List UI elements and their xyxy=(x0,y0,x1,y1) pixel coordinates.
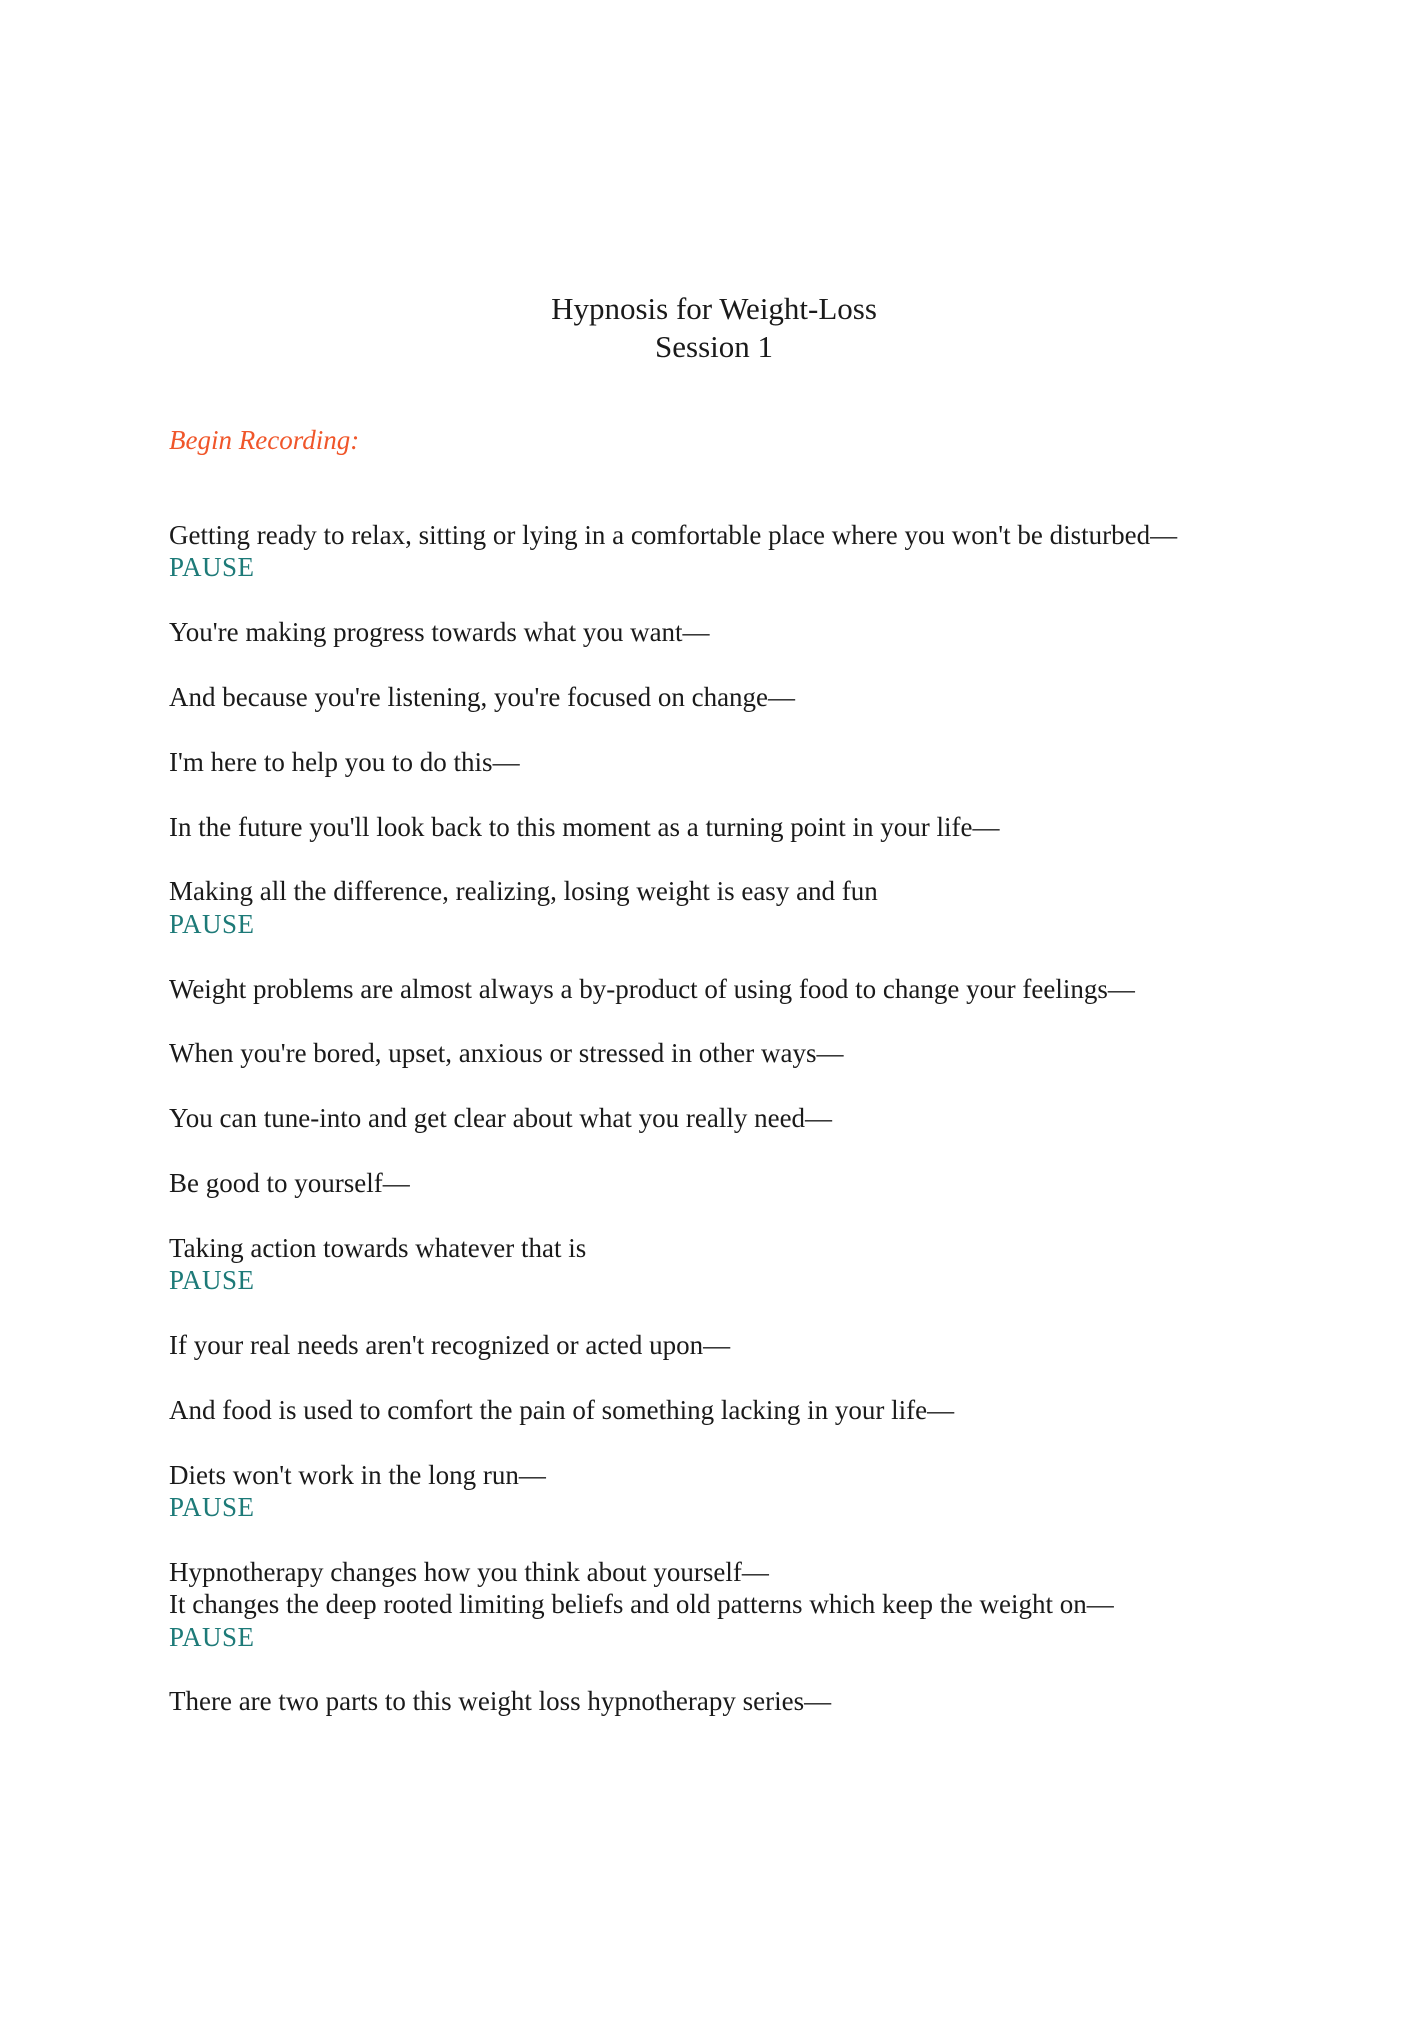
document-title: Hypnosis for Weight-Loss xyxy=(551,291,877,326)
script-paragraph xyxy=(169,616,1309,648)
begin-recording-label: Begin Recording: xyxy=(169,425,360,455)
pause-marker: PAUSE xyxy=(169,1265,255,1296)
script-line: I'm here to help you to do this— xyxy=(169,746,520,777)
script-paragraph xyxy=(169,681,1309,713)
script-paragraph xyxy=(169,1556,1309,1653)
pause-marker: PAUSE xyxy=(169,552,255,583)
script-line: If your real needs aren't recognized or acted upon— xyxy=(169,1329,731,1360)
script-paragraph xyxy=(169,1167,1309,1199)
script-line: Hypnotherapy changes how you think about yourself— xyxy=(169,1556,769,1587)
script-paragraph xyxy=(169,519,1309,584)
script-line: Taking action towards whatever that is xyxy=(169,1232,587,1263)
document-subtitle: Session 1 xyxy=(655,329,773,364)
script-paragraph xyxy=(169,1459,1309,1524)
script-line: And because you're listening, you're focused on change— xyxy=(169,682,796,712)
script-paragraph xyxy=(169,1232,1309,1297)
script-line: Getting ready to relax, sitting or lying in a comfortable place where you won't be disturbed— xyxy=(169,520,1178,550)
script-paragraph xyxy=(169,1329,1309,1361)
pause-marker: PAUSE xyxy=(169,1621,255,1652)
script-line: It changes the deep rooted limiting beliefs and old patterns which keep the weight on— xyxy=(169,1589,1114,1620)
script-line: Be good to yourself— xyxy=(169,1167,410,1198)
document-heading xyxy=(0,290,1428,366)
script-line: Diets won't work in the long run— xyxy=(169,1459,546,1490)
pause-marker: PAUSE xyxy=(169,1491,255,1522)
script-line: And food is used to comfort the pain of something lacking in your life— xyxy=(169,1394,955,1425)
script-line: You're making progress towards what you want— xyxy=(169,617,710,648)
script-paragraph xyxy=(169,1685,1309,1717)
script-paragraph xyxy=(169,973,1309,1005)
script-body xyxy=(169,519,1309,1750)
pause-marker: PAUSE xyxy=(169,908,255,939)
script-line: There are two parts to this weight loss hypnotherapy series— xyxy=(169,1686,832,1717)
script-paragraph xyxy=(169,746,1309,778)
script-line: When you're bored, upset, anxious or stressed in other ways— xyxy=(169,1038,844,1069)
script-line: Making all the difference, realizing, losing weight is easy and fun xyxy=(169,876,878,907)
script-paragraph xyxy=(169,875,1309,940)
script-paragraph xyxy=(169,1102,1309,1134)
script-line: Weight problems are almost always a by-product of using food to change your feelings— xyxy=(169,973,1135,1004)
script-line: In the future you'll look back to this moment as a turning point in your life— xyxy=(169,811,1000,842)
script-line: You can tune-into and get clear about what you really need— xyxy=(169,1103,833,1134)
script-paragraph xyxy=(169,1037,1309,1069)
script-paragraph xyxy=(169,811,1309,843)
script-paragraph xyxy=(169,1394,1309,1426)
